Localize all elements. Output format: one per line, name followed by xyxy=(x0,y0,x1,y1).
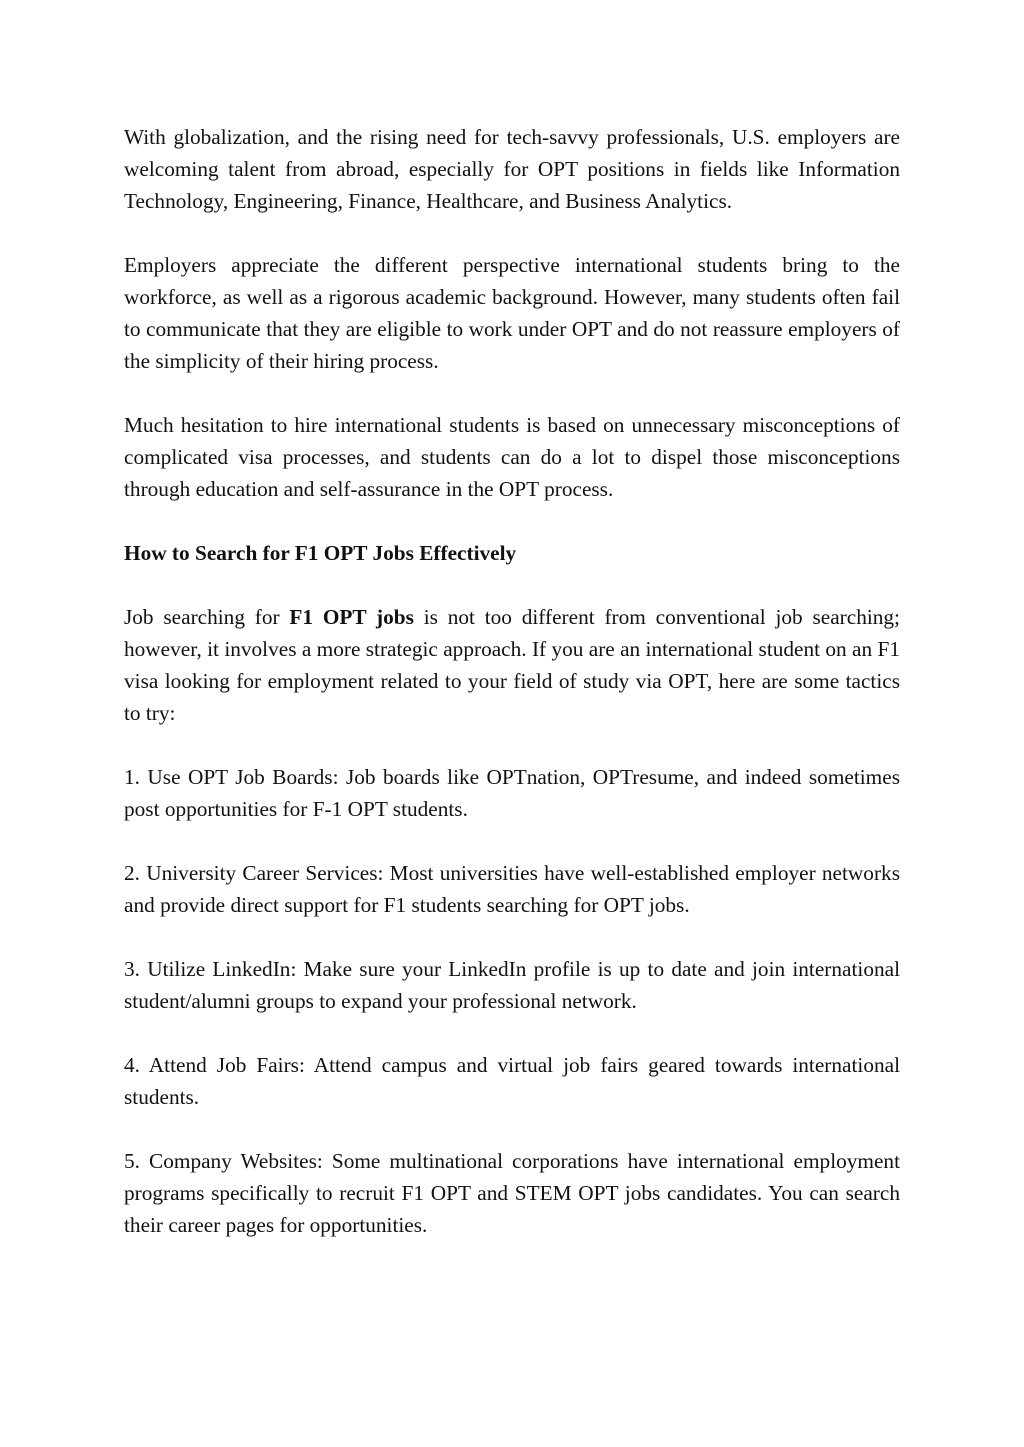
tactic-item: 2. University Career Services: Most universities have well-established employer networks and provide direct support for F1 students searching for OPT jobs. xyxy=(124,861,900,917)
section-heading: How to Search for F1 OPT Jobs Effectively xyxy=(124,541,517,565)
intro-bold-keyword: F1 OPT jobs xyxy=(289,605,414,629)
tactic-item: 1. Use OPT Job Boards: Job boards like OPTnation, OPTresume, and indeed sometimes post opportunities for F-1 OPT students. xyxy=(124,765,900,821)
intro-text-start: Job searching for xyxy=(124,605,290,629)
document-body xyxy=(124,121,900,1273)
paragraph-employers: Employers appreciate the different perspective international students bring to the workforce, as well as a rigorous academic background. However, many students often fail to communicate that they are eligible to work under OPT and do not reassure employers of the simplicity of their hiring process. xyxy=(124,253,900,373)
tactic-item: 5. Company Websites: Some multinational corporations have international employment programs specifically to recruit F1 OPT and STEM OPT jobs candidates. You can search their career pages for opportunities. xyxy=(124,1149,900,1237)
paragraph-globalization: With globalization, and the rising need for tech-savvy professionals, U.S. employers are welcoming talent from abroad, especially for OPT positions in fields like Information Technology, Engineering, Finance, Healthcare, and Business Analytics. xyxy=(124,125,900,213)
tactic-item: 3. Utilize LinkedIn: Make sure your LinkedIn profile is up to date and join international student/alumni groups to expand your professional network. xyxy=(124,957,900,1013)
paragraph-job-search-intro xyxy=(124,601,900,729)
paragraph-hesitation: Much hesitation to hire international students is based on unnecessary misconceptions of complicated visa processes, and students can do a lot to dispel those misconceptions through education and self-assurance in the OPT process. xyxy=(124,413,900,501)
intro-text-end: is not too different from conventional job searching; however, it involves a more strategic approach. If you are an international student on an F1 visa looking for employment related to your field of study via OPT, here are some tactics to try: xyxy=(124,605,900,725)
tactic-item: 4. Attend Job Fairs: Attend campus and virtual job fairs geared towards international students. xyxy=(124,1053,900,1109)
